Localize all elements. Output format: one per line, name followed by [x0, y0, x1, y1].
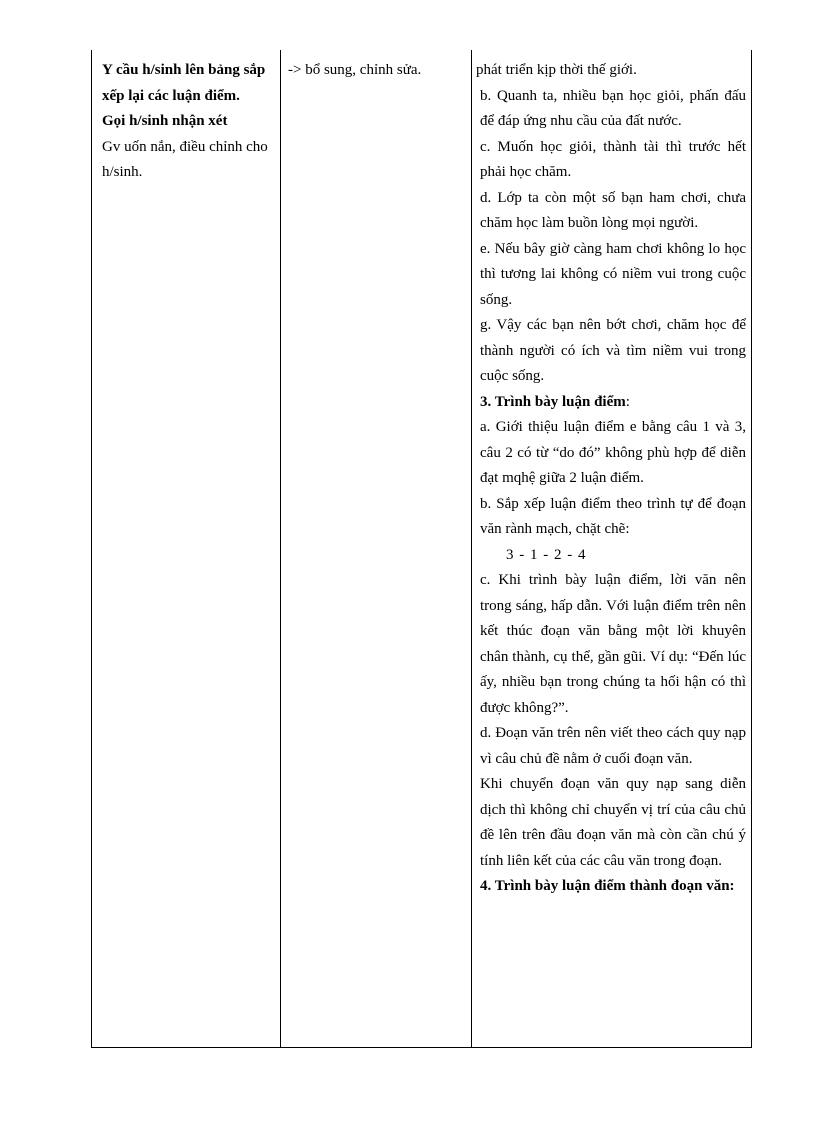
point-c: c. Muốn học giỏi, thành tài thì trước hết phải học chăm.	[480, 138, 746, 180]
instruction-arrange: Y cầu h/sinh lên bảng sắp xếp lại các luận điểm.	[102, 62, 266, 104]
column-divider-2	[471, 50, 472, 1047]
instruction-comment: Gọi h/sinh nhận xét	[102, 113, 228, 129]
section-3-a: a. Giới thiệu luận điểm e bằng câu 1 và 3, câu 2 có từ “do đó” không phù hợp để diễn đạt mqhệ giữa 2 luận điểm.	[480, 419, 746, 486]
section-3-c: c. Khi trình bày luận điểm, lời văn nên trong sáng, hấp dẫn. Với luận điểm trên nên kết thúc đoạn văn bằng một lời khuyên chân thành, cụ thể, gần gũi. Ví dụ: “Đến lúc ấy, nhiều bạn trong chúng ta hối hận có thì được không?”.	[480, 572, 746, 716]
order-sequence: 3 - 1 - 2 - 4	[506, 546, 587, 563]
instruction-adjust: Gv uốn nắn, điều chỉnh cho h/sinh.	[102, 138, 268, 180]
lesson-table	[91, 50, 752, 1048]
section-4-heading: 4. Trình bày luận điểm thành đoạn văn:	[480, 878, 735, 894]
point-e: e. Nếu bây giờ càng ham chơi không lo học thì tương lai không có niềm vui trong cuộc sống.	[480, 240, 746, 308]
section-3-d: d. Đoạn văn trên nên viết theo cách quy nạp vì câu chủ đề nằm ở cuối đoạn văn.	[480, 725, 746, 767]
student-note: -> bổ sung, chỉnh sửa.	[288, 62, 422, 78]
section-3-b: b. Sắp xếp luận điểm theo trình tự để đoạn văn rành mạch, chặt chẽ:	[480, 495, 746, 537]
point-d: d. Lớp ta còn một số bạn ham chơi, chưa chăm học làm buồn lòng mọi người.	[480, 189, 746, 231]
conversion-note: Khi chuyển đoạn văn quy nạp sang diễn dịch thì không chỉ chuyển vị trí của câu chủ đề lên trên đầu đoạn văn mà còn cần chú ý tính liên kết của các câu văn trong đoạn.	[480, 776, 746, 869]
column-divider-1	[280, 50, 281, 1047]
section-3-title: 3. Trình bày luận điểm	[480, 393, 626, 410]
point-g: g. Vậy các bạn nên bớt chơi, chăm học để thành người có ích và tìm niềm vui trong cuộc sống.	[480, 317, 746, 384]
section-3-heading	[476, 390, 746, 416]
section-3-colon: :	[625, 393, 630, 410]
point-b: b. Quanh ta, nhiều bạn học giỏi, phấn đấu để đáp ứng nhu cầu của đất nước.	[480, 87, 746, 129]
content-line-1: phát triển kịp thời thế giới.	[476, 62, 637, 78]
teacher-activity-column	[98, 58, 274, 186]
content-column	[476, 58, 746, 900]
student-activity-column	[288, 58, 466, 84]
